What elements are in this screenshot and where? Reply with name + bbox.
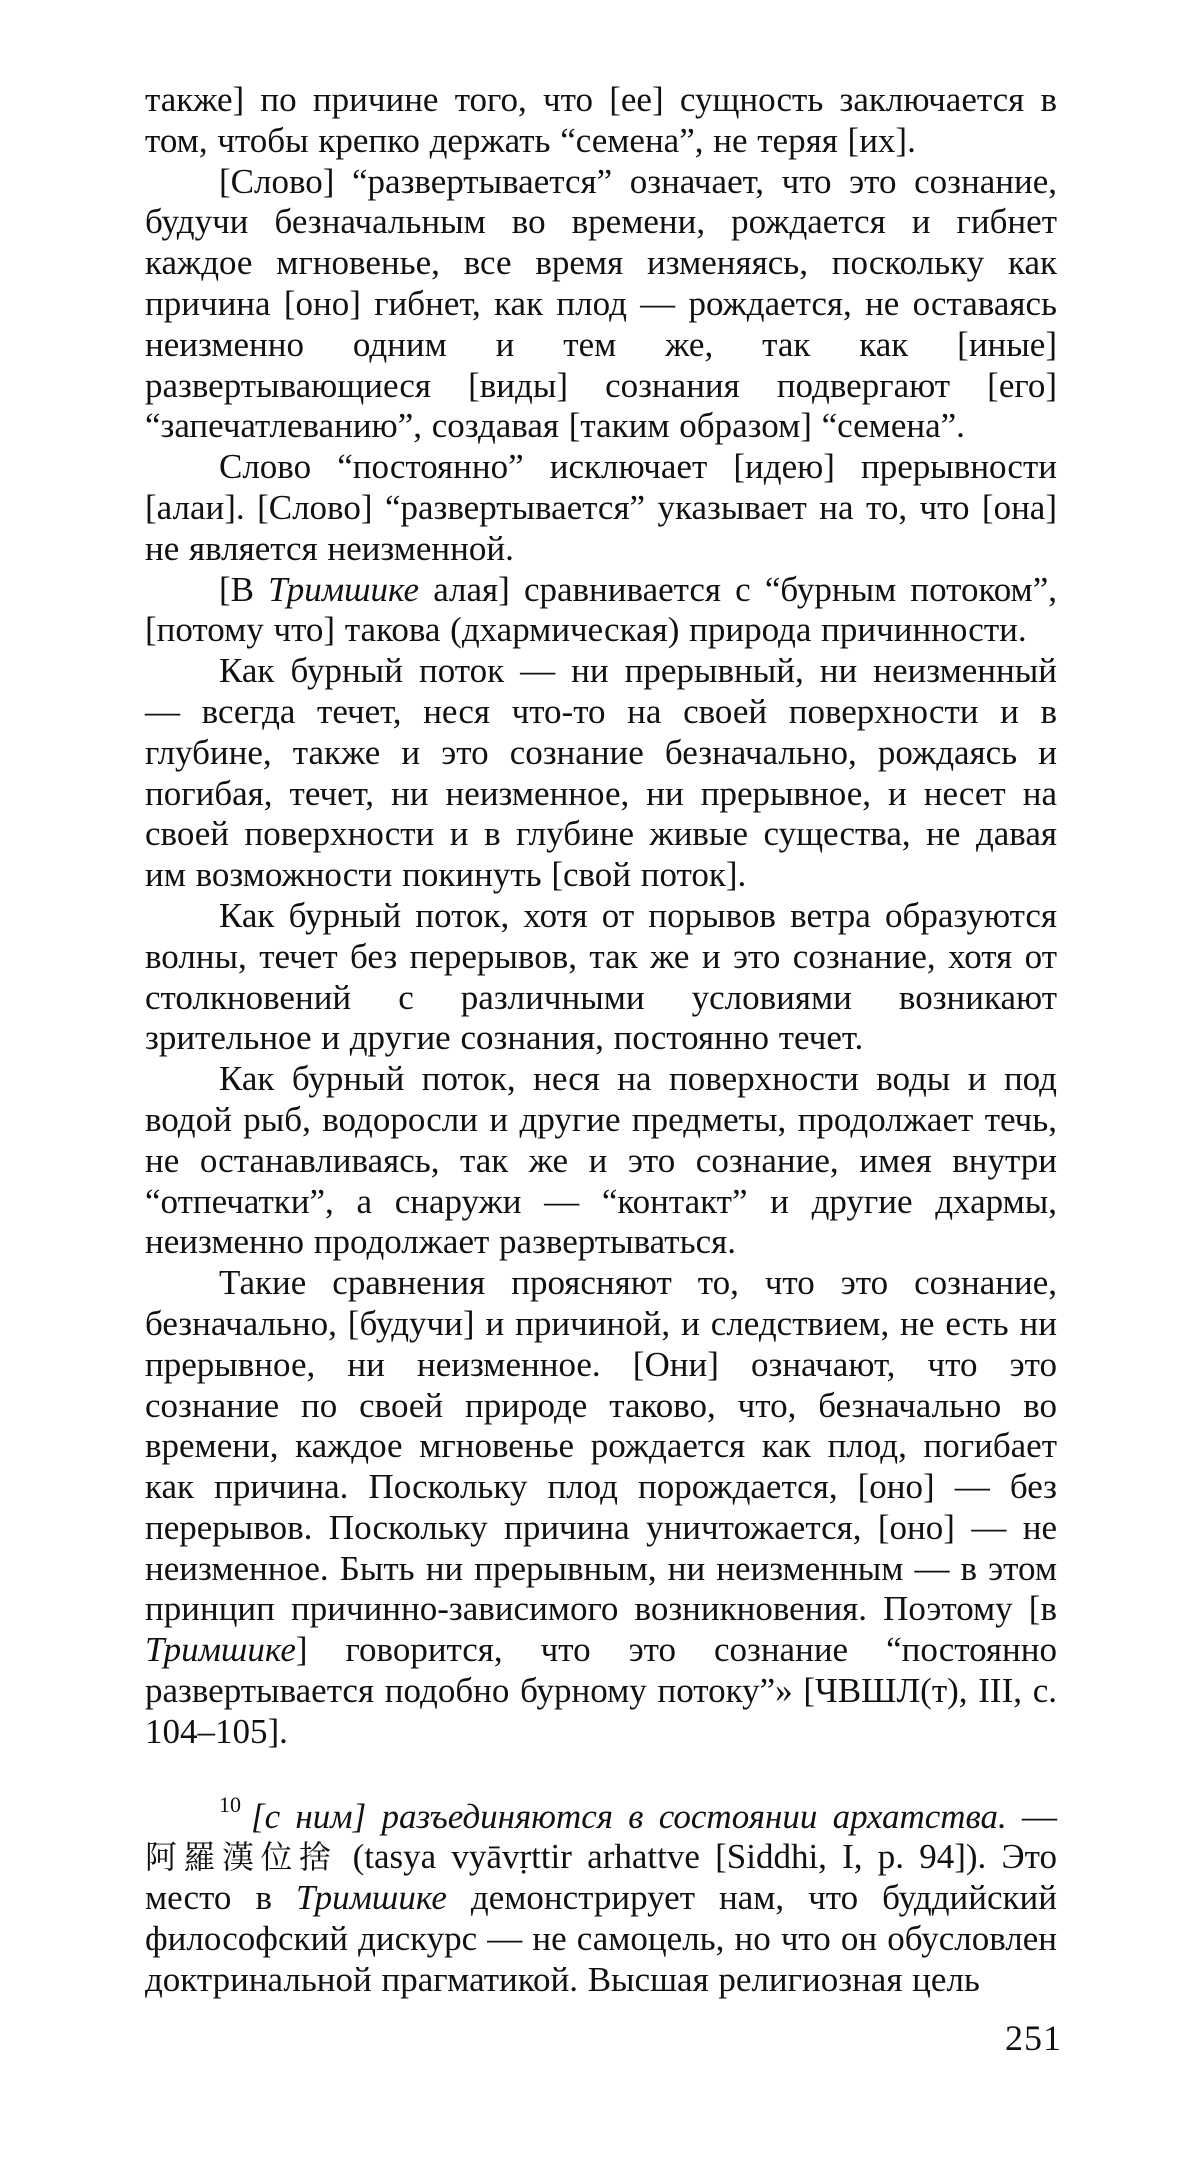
text-run: алая] сравнивается с “бурным потоком”, [потому что] такова (дхармическая) природа причинности. [145,569,1057,650]
text-run: [В [219,569,269,609]
document-page [145,80,1057,2001]
text-run: (tasya vyāvṛttir arhattve [Siddhi, I, p. 94]). Это место в [145,1837,1057,1918]
footnote-marker: 10 [219,1791,241,1817]
paragraph-constantly-meaning: Слово “постоянно” исключает [идею] прерывности [алаи]. [Слово] “развертывается” указывает на то, что [она] не является неизменной. [145,447,1057,568]
paragraph-continuation: также] по причине того, что [ее] сущность заключается в том, чтобы крепко держать “семена”, не теряя [их]. [145,80,1057,160]
paragraph-trimshika-comparison [145,570,1057,652]
paragraph-comparisons-conclusion [145,1263,1057,1753]
page-number: 251 [1005,2018,1062,2058]
text-run: ] говорится, что это сознание “постоянно развертывается подобно бурному потоку”» [ЧВШЛ(т), III, с. 104–105]. [145,1630,1057,1751]
paragraph-stream-fish: Как бурный поток, неся на поверхности воды и под водой рыб, водоросли и другие предметы, продолжает течь, не останавливаясь, так же и это сознание, имея внутри “отпечатки”, а снаружи — “контакт” и другие дхармы, неизменно продолжает развертываться. [145,1059,1057,1262]
text-run: — [1006,1796,1057,1836]
footnote-10 [145,1791,1057,2001]
italic-title: Тримшике [268,569,420,609]
text-run: демонстрирует нам, что буддийский философский дискурс — не самоцель, но что он обусловлен доктринальной прагматикой. Высшая религиозная цель [145,1878,1057,1999]
footnote-lemma: [с ним] разъединяются в состоянии архатства. [251,1796,1007,1836]
paragraph-stream-depth: Как бурный поток — ни прерывный, ни неизменный — всегда течет, неся что-то на своей поверхности и в глубине, также и это сознание безначально, рождаясь и погибая, течет, ни неизменное, ни прерывное, и несет на своей поверхности и в глубине живые существа, не давая им возможности покинуть [свой поток]. [145,651,1057,895]
italic-title: Тримшике [145,1630,296,1670]
paragraph-stream-waves: Как бурный поток, хотя от порывов ветра образуются волны, течет без перерывов, так же и это сознание, хотя от столкновений с различными условиями возникают зрительное и другие сознания, постоянно течет. [145,895,1057,1058]
text-run: Такие сравнения проясняют то, что это сознание, безначально, [будучи] и причиной, и следствием, не есть ни прерывное, ни неизменное. [Они] означают, что это сознание по своей природе таково, что, безначально во времени, каждое мгновенье рождается как плод, погибает как причина. Поскольку плод порождается, [оно] — без перерывов. Поскольку причина уничтожается, [оно] — не неизменное. Быть ни прерывным, ни неизменным — в этом принцип причинно-зависимого возникновения. Поэтому [в [145,1263,1057,1629]
chinese-quotation: 阿羅漢位捨 [145,1838,338,1877]
paragraph-unfolds-meaning: [Слово] “развертывается” означает, что это сознание, будучи безначальным во времени, рождается и гибнет каждое мгновенье, все время изменяясь, поскольку как причина [оно] гибнет, как плод — рождается, не оставаясь неизменно одним и тем же, так как [иные] развертывающиеся [виды] сознания подвергают [его] “запечатлеванию”, создавая [таким образом] “семена”. [145,161,1057,446]
italic-title: Тримшике [295,1878,447,1918]
